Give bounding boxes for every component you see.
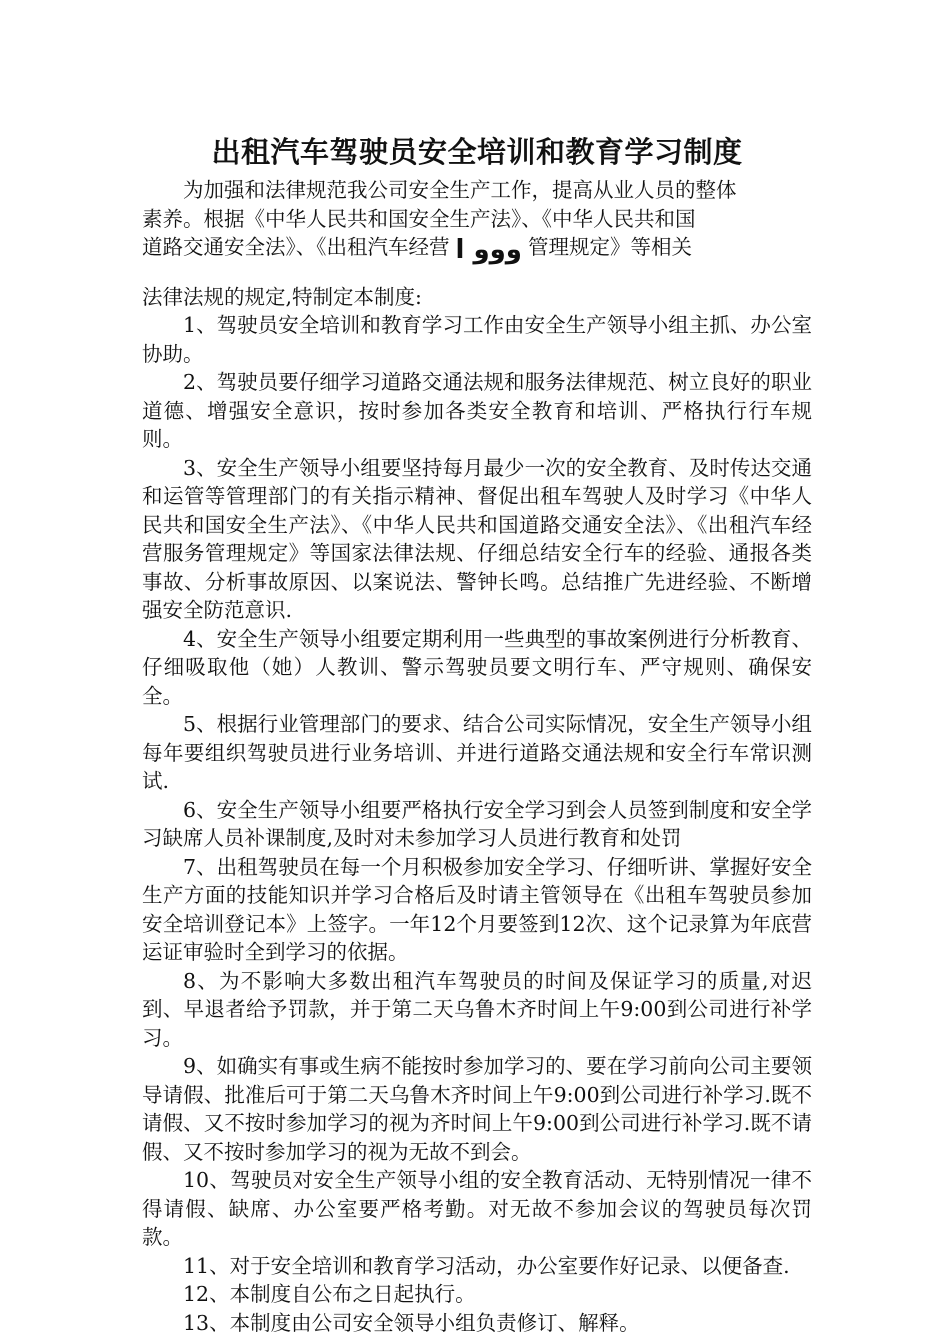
rule-item-3: 3、安全生产领导小组要坚持每月最少一次的安全教育、及时传达交通和运管等管理部门的有关指示精神、督促出租车驾驶人及时学习《中华人民共和国安全生产法》、《中华人民共和国道路交通安全法》、《出租汽车经营服务管理规定》等国家法律法规、仔细总结安全行车的经验、通报各类事故、分析事故原因、以案说法、警钟长鸣。总结推广先进经验、不断增强安全防范意识. — [142, 455, 812, 622]
rule-item-10: 10、驾驶员对安全生产领导小组的安全教育活动、无特别情况一律不得请假、缺席、办公室要严格考勤。对无故不参加会议的驾驶员每次罚款。 — [142, 1168, 812, 1249]
rule-item-9: 9、如确实有事或生病不能按时参加学习的、要在学习前向公司主要领导请假、批准后可于第二天乌鲁木齐时间上午9:00到公司进行补学习.既不请假、又不按时参加学习的视为齐时间上午9:00到公司进行补学习.既不请假、又不按时参加学习的视为无故不到会。 — [142, 1054, 812, 1164]
garbled-glyphs: ووو ا — [455, 235, 522, 265]
intro-line-2: 素养。根据《中华人民共和国安全生产法》、《中华人民共和国 — [142, 206, 696, 231]
intro-line-1: 为加强和法律规范我公司安全生产工作，提高从业人员的整体 — [183, 178, 737, 202]
intro-paragraph — [142, 176, 812, 311]
rule-item-13: 13、本制度由公司安全领导小组负责修订、解释。 — [183, 1310, 640, 1335]
rule-item-8: 8、为不影响大多数出租汽车驾驶员的时间及保证学习的质量,对迟到、早退者给予罚款，并于第二天乌鲁木齐时间上午9:00到公司进行补学习。 — [142, 968, 812, 1050]
rule-item-4: 4、安全生产领导小组要定期利用一些典型的事故案例进行分析教育、仔细吸取他（她）人教训、警示驾驶员要文明行车、严守规则、确保安全。 — [142, 626, 812, 708]
rule-item-11: 11、对于安全培训和教育学习活动，办公室要作好记录、以便备查. — [183, 1253, 790, 1278]
rule-item-5: 5、根据行业管理部门的要求、结合公司实际情况，安全生产领导小组每年要组织驾驶员进行业务培训、并进行道路交通法规和安全行车常识测试. — [142, 712, 812, 793]
intro-line-3-start: 道路交通安全法》、《出租汽车经营 — [142, 235, 450, 259]
intro-line-3 — [142, 233, 812, 265]
rule-item-1: 1、驾驶员安全培训和教育学习工作由安全生产领导小组主抓、办公室协助。 — [142, 313, 812, 366]
rule-item-12: 12、本制度自公布之日起执行。 — [183, 1282, 476, 1306]
intro-line-4: 法律法规的规定,特制定本制度: — [142, 284, 422, 309]
rule-item-7: 7、出租驾驶员在每一个月积极参加安全学习、仔细听讲、掌握好安全生产方面的技能知识并学习合格后及时请主管领导在《出租车驾驶员参加安全培训登记本》上签字。一年12个月要签到12次、这个记录算为年底营运证审验时全到学习的依据。 — [142, 854, 812, 964]
rule-item-6: 6、安全生产领导小组要严格执行安全学习到会人员签到制度和安全学习缺席人员补课制度,及时对未参加学习人员进行教育和处罚 — [142, 797, 812, 850]
intro-line-3-end: 管理规定》等相关 — [527, 235, 692, 259]
document-page — [142, 132, 812, 1337]
rule-item-2: 2、驾驶员要仔细学习道路交通法规和服务法律规范、树立良好的职业道德、增强安全意识，按时参加各类安全教育和培训、严格执行行车规则。 — [142, 370, 812, 451]
page-title: 出租汽车驾驶员安全培训和教育学习制度 — [211, 135, 743, 169]
